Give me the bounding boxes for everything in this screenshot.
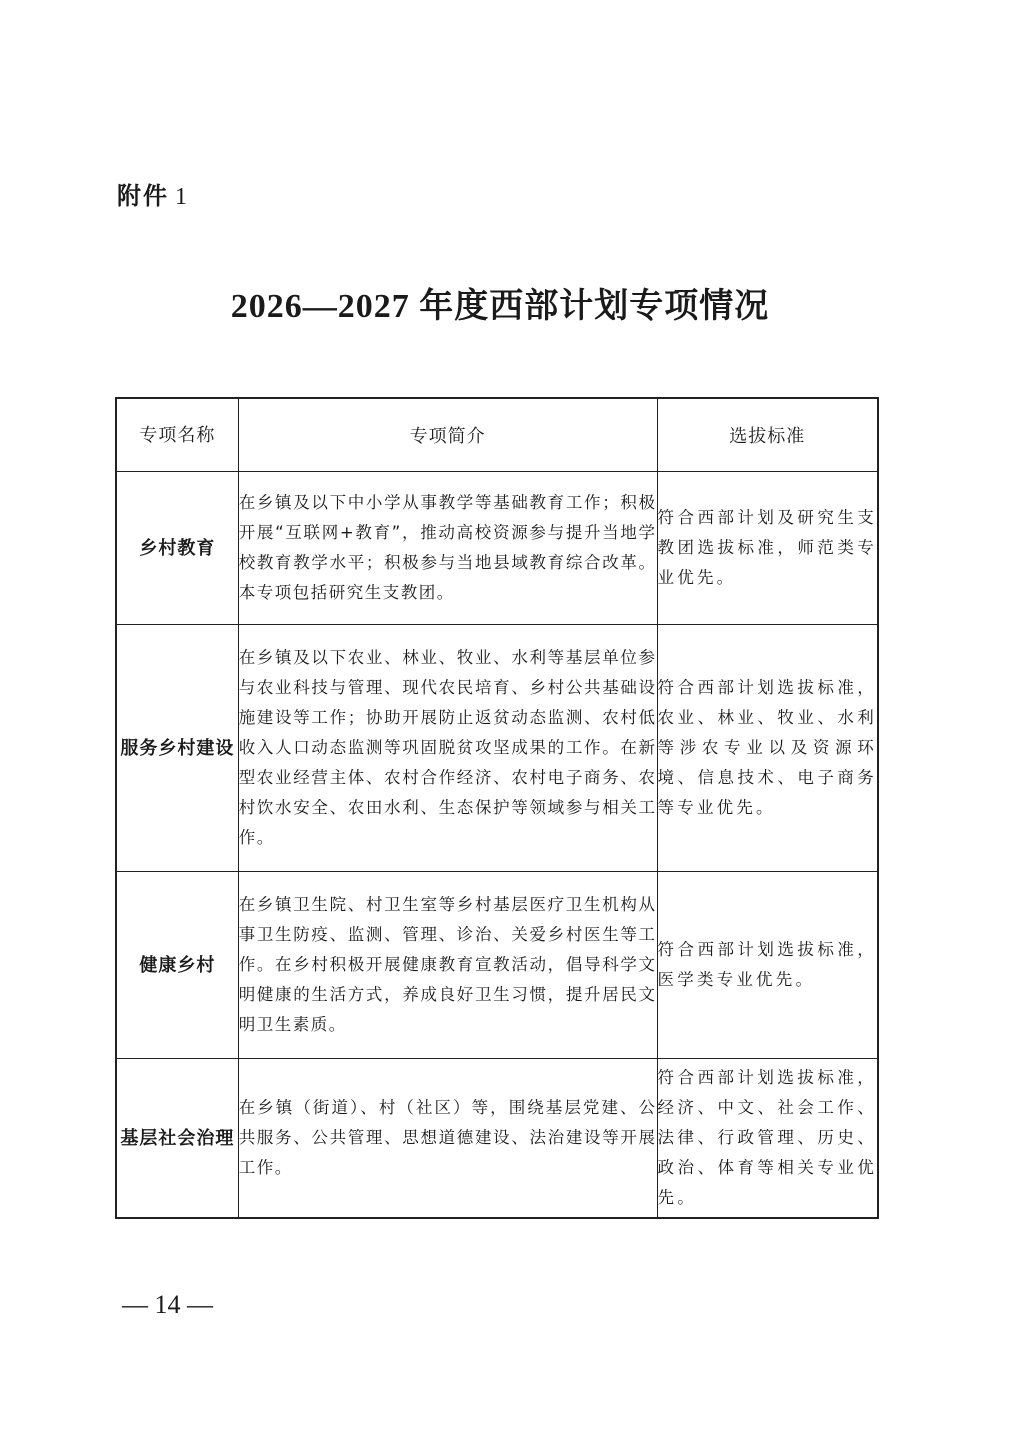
table-row: [116, 1059, 878, 1219]
selection-criteria-cell: 符合西部计划选拔标准，医学类专业优先。: [657, 872, 878, 1059]
project-description-cell: 在乡镇（街道）、村（社区）等，围绕基层党建、公共服务、公共管理、思想道德建设、法治建设等开展工作。: [238, 1059, 657, 1219]
selection-criteria-cell: 符合西部计划选拔标准，经济、中文、社会工作、法律、行政管理、历史、政治、体育等相关专业优先。: [657, 1059, 878, 1219]
project-description-cell: 在乡镇及以下中小学从事教学等基础教育工作；积极开展“互联网+教育”，推动高校资源参与提升当地学校教育教学水平；积极参与当地县域教育综合改革。本专项包括研究生支教团。: [238, 472, 657, 625]
document-title: 2026—2027 年度西部计划专项情况: [230, 288, 770, 325]
table-header-row: [116, 398, 878, 472]
project-name-cell: 乡村教育: [116, 472, 238, 625]
selection-criteria-cell: 符合西部计划及研究生支教团选拔标准，师范类专业优先。: [657, 472, 878, 625]
selection-criteria-cell: 符合西部计划选拔标准，农业、林业、牧业、水利等涉农专业以及资源环境、信息技术、电子商务等专业优先。: [657, 625, 878, 872]
table-row: [116, 472, 878, 625]
attachment-label: [117, 176, 189, 211]
attachment-label-text: 附件: [117, 183, 169, 210]
table-row: [116, 625, 878, 872]
projects-table: [115, 397, 879, 1219]
project-description-cell: 在乡镇及以下农业、林业、牧业、水利等基层单位参与农业科技与管理、现代农民培育、乡村公共基础设施建设等工作；协助开展防止返贫动态监测、农村低收入人口动态监测等巩固脱贫攻坚成果的工作。在新型农业经营主体、农村合作经济、农村电子商务、农村饮水安全、农田水利、生态保护等领域参与相关工作。: [238, 625, 657, 872]
project-name-cell: 健康乡村: [116, 872, 238, 1059]
table-row: [116, 872, 878, 1059]
header-project-description: 专项简介: [238, 398, 657, 472]
attachment-number: 1: [175, 184, 189, 210]
project-name-cell: 服务乡村建设: [116, 625, 238, 872]
project-name-cell: 基层社会治理: [116, 1059, 238, 1219]
header-project-name: 专项名称: [116, 398, 238, 472]
project-description-cell: 在乡镇卫生院、村卫生室等乡村基层医疗卫生机构从事卫生防疫、监测、管理、诊治、关爱乡村医生等工作。在乡村积极开展健康教育宣教活动，倡导科学文明健康的生活方式，养成良好卫生习惯，提升居民文明卫生素质。: [238, 872, 657, 1059]
page-number: — 14 —: [122, 1290, 213, 1319]
header-selection-criteria: 选拔标准: [657, 398, 878, 472]
